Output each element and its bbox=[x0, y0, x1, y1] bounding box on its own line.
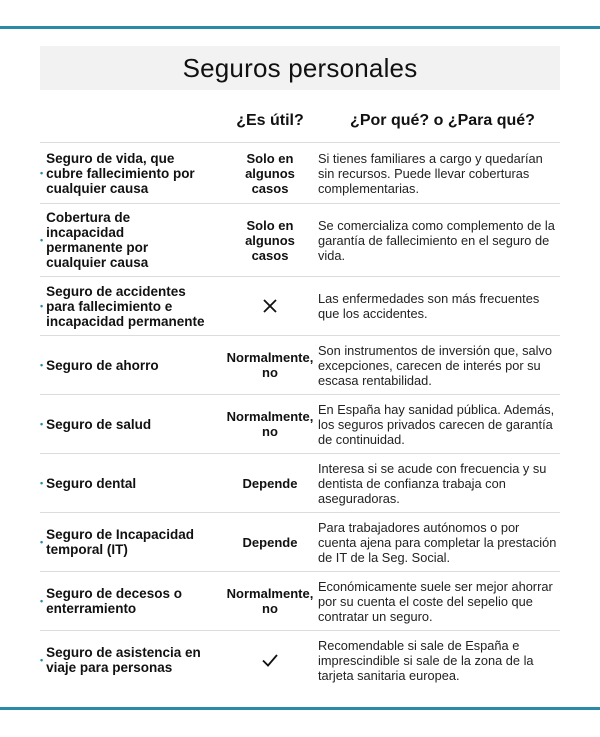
usefulness-cell: Solo en algunos casos bbox=[245, 150, 295, 196]
title-band bbox=[40, 46, 560, 90]
insurance-name: Seguro de vida, que cubre fallecimiento por cualquier causa bbox=[46, 150, 195, 196]
insurance-name-cell bbox=[40, 204, 215, 276]
bullet-icon: • bbox=[40, 418, 44, 429]
insurance-name: Seguro de salud bbox=[46, 416, 152, 432]
bullet-icon: • bbox=[40, 536, 44, 547]
usefulness-cell: Normalmente, no bbox=[226, 409, 314, 439]
insurance-name-cell bbox=[40, 572, 215, 630]
insurance-name: Seguro de Incapacidad temporal (IT) bbox=[46, 527, 194, 557]
insurance-name-cell bbox=[40, 513, 215, 571]
usefulness-cell: Depende bbox=[242, 534, 298, 550]
table-row bbox=[40, 335, 560, 394]
header-useful: ¿Es útil? bbox=[236, 112, 304, 129]
insurance-name: Seguro de ahorro bbox=[46, 357, 159, 373]
top-accent-bar bbox=[0, 26, 600, 29]
bullet-icon: • bbox=[40, 234, 44, 245]
insurance-name: Seguro de decesos o enterramiento bbox=[46, 586, 182, 616]
usefulness-cell: Normalmente, no bbox=[226, 586, 314, 616]
table-row bbox=[40, 142, 560, 203]
table-row bbox=[40, 276, 560, 335]
usefulness-cell: Normalmente, no bbox=[226, 350, 314, 380]
x-icon bbox=[261, 297, 279, 315]
reason-cell: Interesa si se acude con frecuencia y su dentista de confianza trabaja con aseguradoras. bbox=[318, 460, 547, 506]
reason-cell: Si tienes familiares a cargo y quedarían sin recursos. Puede llevar coberturas complementarias. bbox=[318, 150, 543, 196]
insurance-name: Seguro dental bbox=[46, 475, 137, 491]
table-row bbox=[40, 630, 560, 689]
bullet-icon: • bbox=[40, 359, 44, 370]
table-row bbox=[40, 571, 560, 630]
table-row bbox=[40, 453, 560, 512]
bullet-icon: • bbox=[40, 595, 44, 606]
reason-cell: Son instrumentos de inversión que, salvo excepciones, carecen de interés por su escasa rentabilidad. bbox=[318, 342, 553, 388]
insurance-name-cell bbox=[40, 336, 215, 394]
table-header bbox=[40, 104, 560, 142]
check-icon bbox=[261, 651, 279, 669]
insurance-name-cell bbox=[40, 631, 215, 689]
table-row bbox=[40, 203, 560, 276]
table-row bbox=[40, 512, 560, 571]
insurance-name-cell bbox=[40, 143, 215, 203]
table-row bbox=[40, 394, 560, 453]
usefulness-cell: Depende bbox=[242, 475, 298, 491]
bullet-icon: • bbox=[40, 654, 44, 665]
usefulness-cell bbox=[215, 631, 325, 689]
bullet-icon: • bbox=[40, 167, 44, 178]
bullet-icon: • bbox=[40, 300, 44, 311]
reason-cell: En España hay sanidad pública. Además, los seguros privados carecen de garantía de continuidad. bbox=[318, 401, 555, 447]
usefulness-cell: Solo en algunos casos bbox=[245, 217, 295, 263]
reason-cell: Económicamente suele ser mejor ahorrar por su cuenta el coste del sepelio que contratar un seguro. bbox=[318, 578, 553, 624]
insurance-table bbox=[40, 104, 560, 689]
insurance-name-cell bbox=[40, 454, 215, 512]
reason-cell: Las enfermedades son más frecuentes que los accidentes. bbox=[318, 291, 540, 321]
insurance-name-cell bbox=[40, 395, 215, 453]
usefulness-cell bbox=[215, 277, 325, 335]
insurance-name-cell bbox=[40, 277, 215, 335]
bottom-accent-bar bbox=[0, 707, 600, 710]
header-why: ¿Por qué? o ¿Para qué? bbox=[350, 112, 535, 129]
reason-cell: Para trabajadores autónomos o por cuenta ajena para completar la prestación de IT de la Seg. Social. bbox=[318, 519, 557, 565]
page-title: Seguros personales bbox=[182, 52, 418, 83]
table-body bbox=[40, 142, 560, 689]
bullet-icon: • bbox=[40, 477, 44, 488]
insurance-name: Seguro de asistencia en viaje para personas bbox=[46, 645, 201, 675]
insurance-name: Seguro de accidentes para fallecimiento e incapacidad permanente bbox=[46, 283, 205, 329]
insurance-name: Cobertura de incapacidad permanente por cualquier causa bbox=[46, 210, 149, 270]
reason-cell: Recomendable si sale de España e imprescindible si sale de la zona de la tarjeta sanitaria europea. bbox=[318, 637, 534, 683]
reason-cell: Se comercializa como complemento de la garantía de fallecimiento en el seguro de vida. bbox=[318, 217, 555, 263]
